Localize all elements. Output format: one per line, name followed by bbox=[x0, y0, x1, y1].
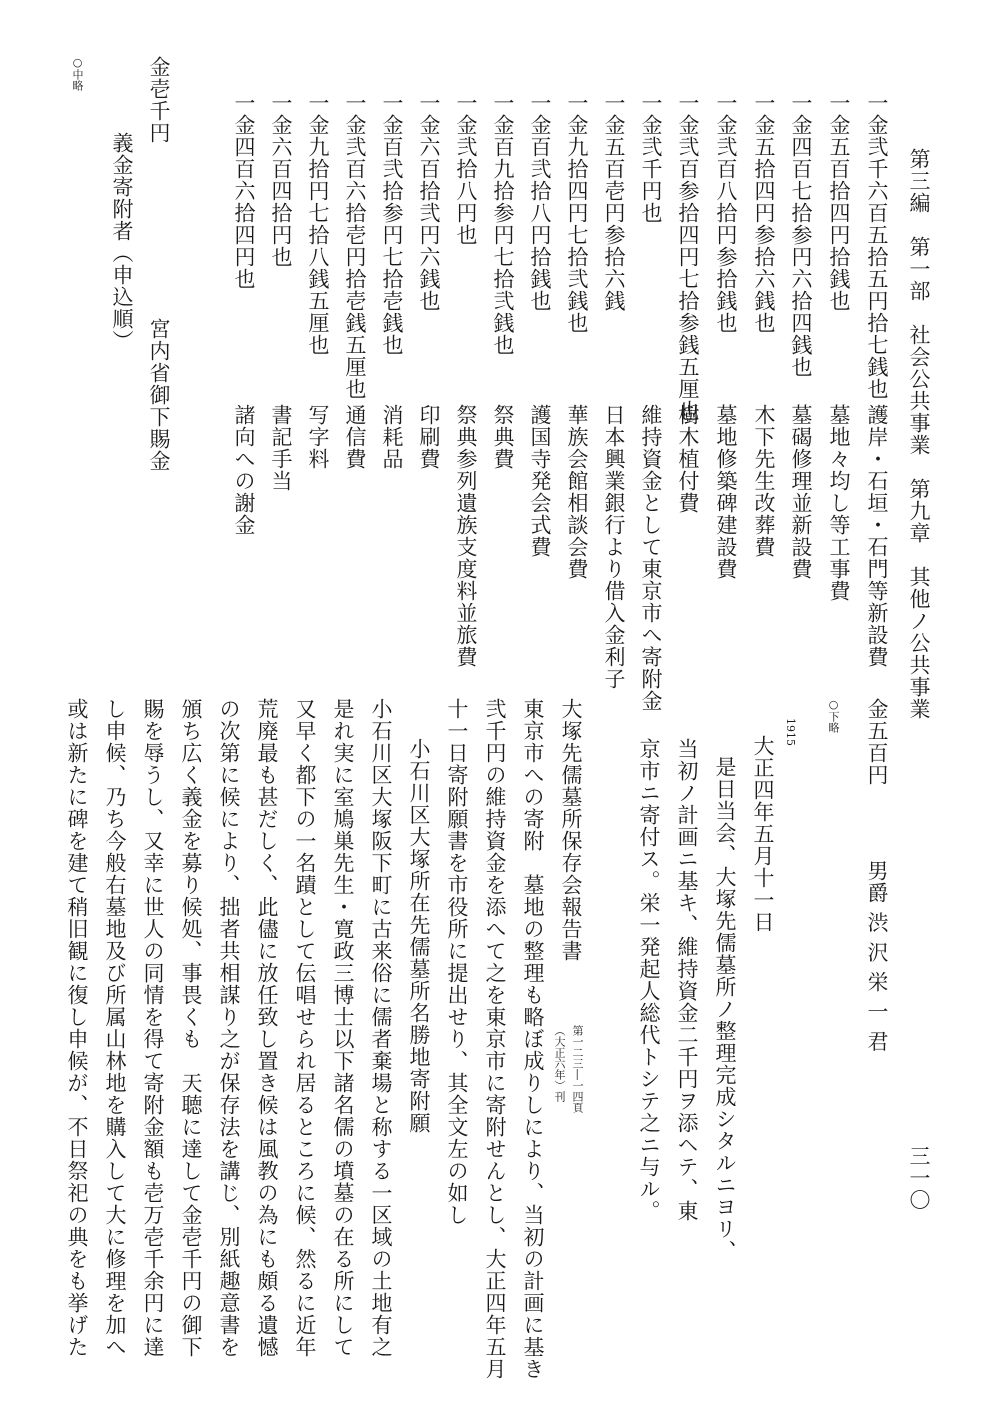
omission-note: ○中略 bbox=[71, 56, 84, 91]
omission-note: ○下略 bbox=[827, 698, 840, 733]
running-header: 第三編 第一部 社会公共事業 第九章 其他ノ公共事業 bbox=[907, 148, 931, 720]
ledger-item: 墓碣修理並新設費 bbox=[789, 404, 813, 580]
ledger-item: 消耗品 bbox=[380, 404, 404, 470]
petition-line: し申候、乃ち今般右墓地及び所属山林地を購入して大に修理を加へ bbox=[103, 698, 127, 1358]
ledger-amount: 一金六百拾弐円六銭也 bbox=[417, 92, 441, 312]
ledger-amount: 一金六百四拾円也 bbox=[269, 92, 293, 268]
ledger-amount: 一金四百七拾参円六拾四銭也 bbox=[789, 92, 813, 378]
donors-heading: 義金寄附者（申込順） bbox=[110, 132, 134, 352]
ledger-amount: 一金百九拾参円七拾弐銭也 bbox=[491, 92, 515, 356]
petition-line: 頒ち広く義金を募り候処、事畏くも 天聴に達して金壱千円の御下 bbox=[179, 698, 203, 1358]
petition-line: 賜を辱うし、又幸に世人の同情を得て寄附金額も壱万壱千余円に達 bbox=[141, 698, 165, 1358]
ledger-amount: 一金九拾四円七拾弐銭也 bbox=[565, 92, 589, 334]
ledger-item: 護岸・石垣・石門等新設費 bbox=[865, 404, 889, 668]
ledger-amount: 一金四百六拾四円也 bbox=[232, 92, 256, 290]
ledger-item: 諸向への謝金 bbox=[232, 404, 256, 536]
imperial-gift-label: 宮内省御下賜金 bbox=[147, 318, 171, 472]
shibusawa-name: 男爵 渋 沢 栄 一 君 bbox=[865, 860, 889, 1053]
ledger-item: 写字料 bbox=[306, 404, 330, 470]
ledger-amount: 一金弐拾八円也 bbox=[454, 92, 478, 246]
record-line: 京市ニ寄付ス。栄一発起人総代トシテ之ニ与ル。 bbox=[637, 738, 661, 1222]
date-heading: 大正四年五月十一日 bbox=[751, 735, 775, 933]
ledger-amount: 一金五百壱円参拾六銭 bbox=[602, 92, 626, 312]
record-line: 是日当会、大塚先儒墓所ノ整理完成シタルニヨリ、 bbox=[713, 756, 737, 1262]
ledger-item: 祭典参列遺族支度料並旅費 bbox=[454, 404, 478, 668]
report-source: 第一二三―一四頁 bbox=[571, 1025, 584, 1113]
record-line: 当初ノ計画ニ基キ、維持資金二千円ヲ添ヘテ、東 bbox=[675, 738, 699, 1222]
report-line: 十一日寄附願書を市役所に提出せり、其全文左の如し bbox=[445, 698, 469, 1226]
ledger-item: 維持資金として東京市へ寄附金 bbox=[639, 404, 663, 712]
petition-title: 小石川区大塚所在先儒墓所名勝地寄附願 bbox=[407, 738, 431, 1134]
petition-line: 又早く都下の一名蹟として伝唱せられ居るところに候、然るに近年 bbox=[293, 698, 317, 1358]
imperial-gift-amount: 金壱千円 bbox=[147, 56, 171, 144]
ledger-item: 通信費 bbox=[343, 404, 367, 470]
ledger-item: 墓地々均し等工事費 bbox=[827, 404, 851, 602]
ledger-item: 印刷費 bbox=[417, 404, 441, 470]
ledger-item: 日本興業銀行より借入金利子 bbox=[602, 404, 626, 690]
ledger-amount: 一金百弐拾参円七拾壱銭也 bbox=[380, 92, 404, 356]
ledger-item: 木下先生改葬費 bbox=[752, 404, 776, 558]
ledger-amount: 一金百弐拾八円拾銭也 bbox=[528, 92, 552, 312]
ledger-item: 華族会館相談会費 bbox=[565, 404, 589, 580]
year-western: 1915 bbox=[784, 718, 797, 746]
ledger-amount: 一金弐百八拾円参拾銭也 bbox=[714, 92, 738, 334]
report-source: （大正六年）刊 bbox=[553, 1025, 566, 1102]
ledger-amount: 一金五拾四円参拾六銭也 bbox=[752, 92, 776, 334]
ledger-amount: 一金弐百六拾壱円拾壱銭五厘也 bbox=[343, 92, 367, 400]
ledger-amount: 一金弐百参拾四円七拾参銭五厘也 bbox=[676, 92, 700, 422]
report-title: 大塚先儒墓所保存会報告書 bbox=[559, 698, 583, 962]
ledger-amount: 一金九拾円七拾八銭五厘也 bbox=[306, 92, 330, 356]
ledger-amount: 一金弐千円也 bbox=[639, 92, 663, 224]
ledger-amount: 一金弐千六百五拾五円拾七銭也 bbox=[865, 92, 889, 400]
ledger-item: 樹木植付費 bbox=[676, 404, 700, 514]
petition-line: 是れ実に室鳩巣先生・寛政三博士以下諸名儒の墳墓の在る所にして bbox=[331, 698, 355, 1358]
report-line: 弐千円の維持資金を添へて之を東京市に寄附せんとし、大正四年五月 bbox=[483, 698, 507, 1380]
page-number: 三一〇 bbox=[907, 1145, 931, 1211]
report-line: 東京市への寄附 墓地の整理も略ぼ成りしにより、当初の計画に基き bbox=[521, 698, 545, 1380]
ledger-amount: 一金五百拾四円拾銭也 bbox=[827, 92, 851, 312]
ledger-item: 書記手当 bbox=[269, 404, 293, 492]
ledger-item: 祭典費 bbox=[491, 404, 515, 470]
ledger-item: 護国寺発会式費 bbox=[528, 404, 552, 558]
shibusawa-amount: 金五百円 bbox=[865, 698, 889, 786]
petition-line: 或は新たに碑を建て稍旧観に復し申候が、不日祭祀の典をも挙げた bbox=[65, 698, 89, 1358]
petition-line: の次第に候により、拙者共相謀り之が保存法を講じ、別紙趣意書を bbox=[217, 698, 241, 1358]
ledger-item: 墓地修築碑建設費 bbox=[714, 404, 738, 580]
petition-line: 小石川区大塚阪下町に古来俗に儒者棄場と称する一区域の土地有之 bbox=[369, 698, 393, 1358]
petition-line: 荒廃最も甚だしく、此儘に放任致し置き候は風教の為にも頗る遺憾 bbox=[255, 698, 279, 1358]
